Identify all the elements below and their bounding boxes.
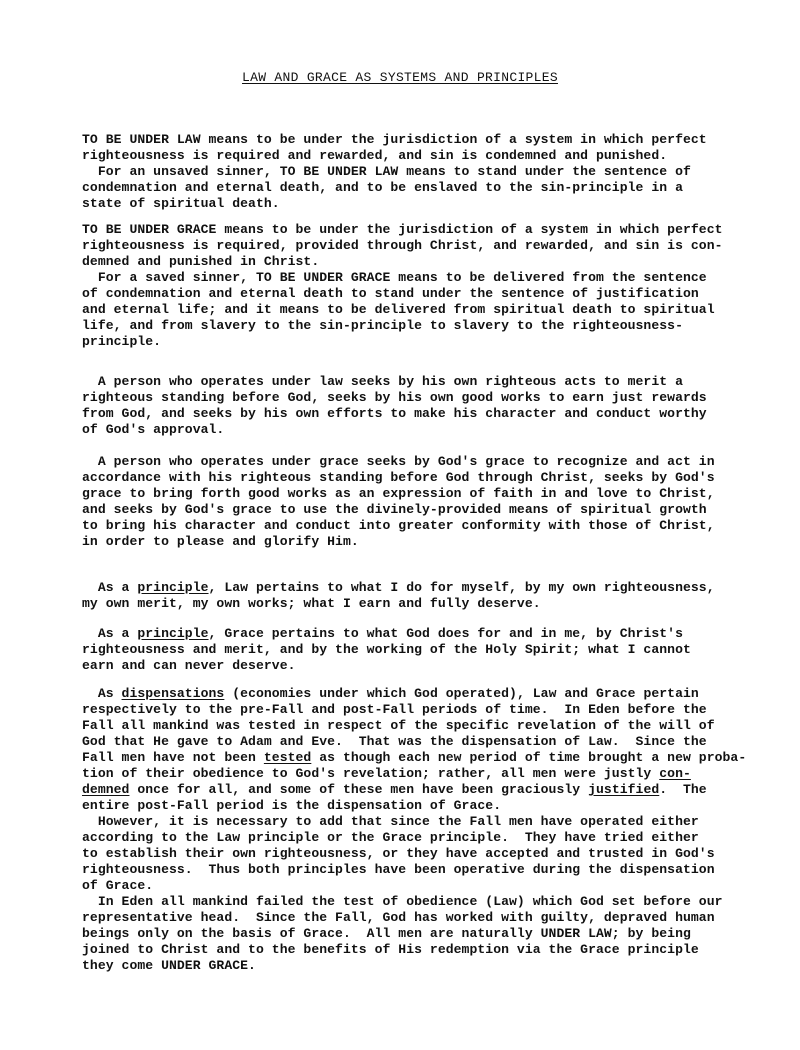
text-line: condemnation and eternal death, and to be enslaved to the sin-principle in a	[82, 180, 683, 195]
text-line: As a principle, Grace pertains to what God does for and in me, by Christ's	[82, 626, 683, 641]
text-line: my own merit, my own works; what I earn and fully deserve.	[82, 596, 541, 611]
document-title: LAW AND GRACE AS SYSTEMS AND PRINCIPLES	[242, 70, 558, 85]
paragraph-law-principle	[82, 580, 722, 612]
text-line: For an unsaved sinner, TO BE UNDER LAW means to stand under the sentence of	[82, 164, 691, 179]
text-line: demned once for all, and some of these men have been graciously justified. The	[82, 782, 707, 797]
text-line: and seeks by God's grace to use the divinely-provided means of spiritual growth	[82, 502, 707, 517]
underlined-term: principle	[137, 626, 209, 641]
text-line: of Grace.	[82, 878, 154, 893]
text-line: demned and punished in Christ.	[82, 254, 320, 269]
text-line: to establish their own righteousness, or they have accepted and trusted in God's	[82, 846, 715, 861]
text-line: For a saved sinner, TO BE UNDER GRACE means to be delivered from the sentence	[82, 270, 707, 285]
text-line: Fall all mankind was tested in respect of the specific revelation of the will of	[82, 718, 715, 733]
paragraph-under-law	[82, 132, 722, 212]
text-line: they come UNDER GRACE.	[82, 958, 256, 973]
text-line: accordance with his righteous standing before God through Christ, seeks by God's	[82, 470, 715, 485]
paragraph-grace-principle	[82, 626, 722, 674]
text-line: TO BE UNDER GRACE means to be under the jurisdiction of a system in which perfect	[82, 222, 723, 237]
text-line: principle.	[82, 334, 162, 349]
text-line: to bring his character and conduct into greater conformity with those of Christ,	[82, 518, 715, 533]
text-line: joined to Christ and to the benefits of His redemption via the Grace principle	[82, 942, 699, 957]
text-line: grace to bring forth good works as an expression of faith in and love to Christ,	[82, 486, 715, 501]
text-line: However, it is necessary to add that since the Fall men have operated either	[82, 814, 699, 829]
text-line: beings only on the basis of Grace. All men are naturally UNDER LAW; by being	[82, 926, 691, 941]
text-line: according to the Law principle or the Grace principle. They have tried either	[82, 830, 699, 845]
text-line: righteousness. Thus both principles have been operative during the dispensation	[82, 862, 715, 877]
text-line: from God, and seeks by his own efforts to make his character and conduct worthy	[82, 406, 707, 421]
text-line: righteousness is required and rewarded, and sin is condemned and punished.	[82, 148, 668, 163]
text-line: earn and can never deserve.	[82, 658, 296, 673]
underlined-term: dispensations	[121, 686, 225, 701]
text-line: state of spiritual death.	[82, 196, 280, 211]
text-line: life, and from slavery to the sin-principle to slavery to the righteousness-	[82, 318, 683, 333]
text-line: righteousness and merit, and by the working of the Holy Spirit; what I cannot	[82, 642, 691, 657]
text-line: Fall men have not been tested as though each new period of time brought a new proba-	[82, 750, 747, 765]
text-line: in order to please and glorify Him.	[82, 534, 359, 549]
text-line: A person who operates under law seeks by his own righteous acts to merit a	[82, 374, 683, 389]
text-line: In Eden all mankind failed the test of obedience (Law) which God set before our	[82, 894, 723, 909]
paragraph-under-grace	[82, 222, 722, 350]
text-line: God that He gave to Adam and Eve. That was the dispensation of Law. Since the	[82, 734, 707, 749]
text-line: of God's approval.	[82, 422, 225, 437]
text-line: righteousness is required, provided through Christ, and rewarded, and sin is con-	[82, 238, 723, 253]
underlined-term: justified	[588, 782, 660, 797]
underlined-term: tested	[263, 750, 312, 765]
text-line: tion of their obedience to God's revelation; rather, all men were justly con-	[82, 766, 691, 781]
paragraph-person-under-law	[82, 374, 722, 438]
text-line: A person who operates under grace seeks by God's grace to recognize and act in	[82, 454, 715, 469]
paragraph-person-under-grace	[82, 454, 722, 550]
text-line: As dispensations (economies under which God operated), Law and Grace pertain	[82, 686, 699, 701]
underlined-term: demned	[82, 782, 130, 797]
text-line: and eternal life; and it means to be delivered from spiritual death to spiritual	[82, 302, 715, 317]
text-line: TO BE UNDER LAW means to be under the jurisdiction of a system in which perfect	[82, 132, 707, 147]
underlined-term: principle	[137, 580, 209, 595]
text-line: respectively to the pre-Fall and post-Fall periods of time. In Eden before the	[82, 702, 707, 717]
text-line: As a principle, Law pertains to what I do for myself, by my own righteousness,	[82, 580, 715, 595]
text-line: representative head. Since the Fall, God has worked with guilty, depraved human	[82, 910, 715, 925]
text-line: of condemnation and eternal death to stand under the sentence of justification	[82, 286, 699, 301]
text-line: righteous standing before God, seeks by his own good works to earn just rewards	[82, 390, 707, 405]
text-line: entire post-Fall period is the dispensation of Grace.	[82, 798, 502, 813]
paragraph-dispensations	[82, 686, 747, 974]
underlined-term: con-	[659, 766, 691, 781]
